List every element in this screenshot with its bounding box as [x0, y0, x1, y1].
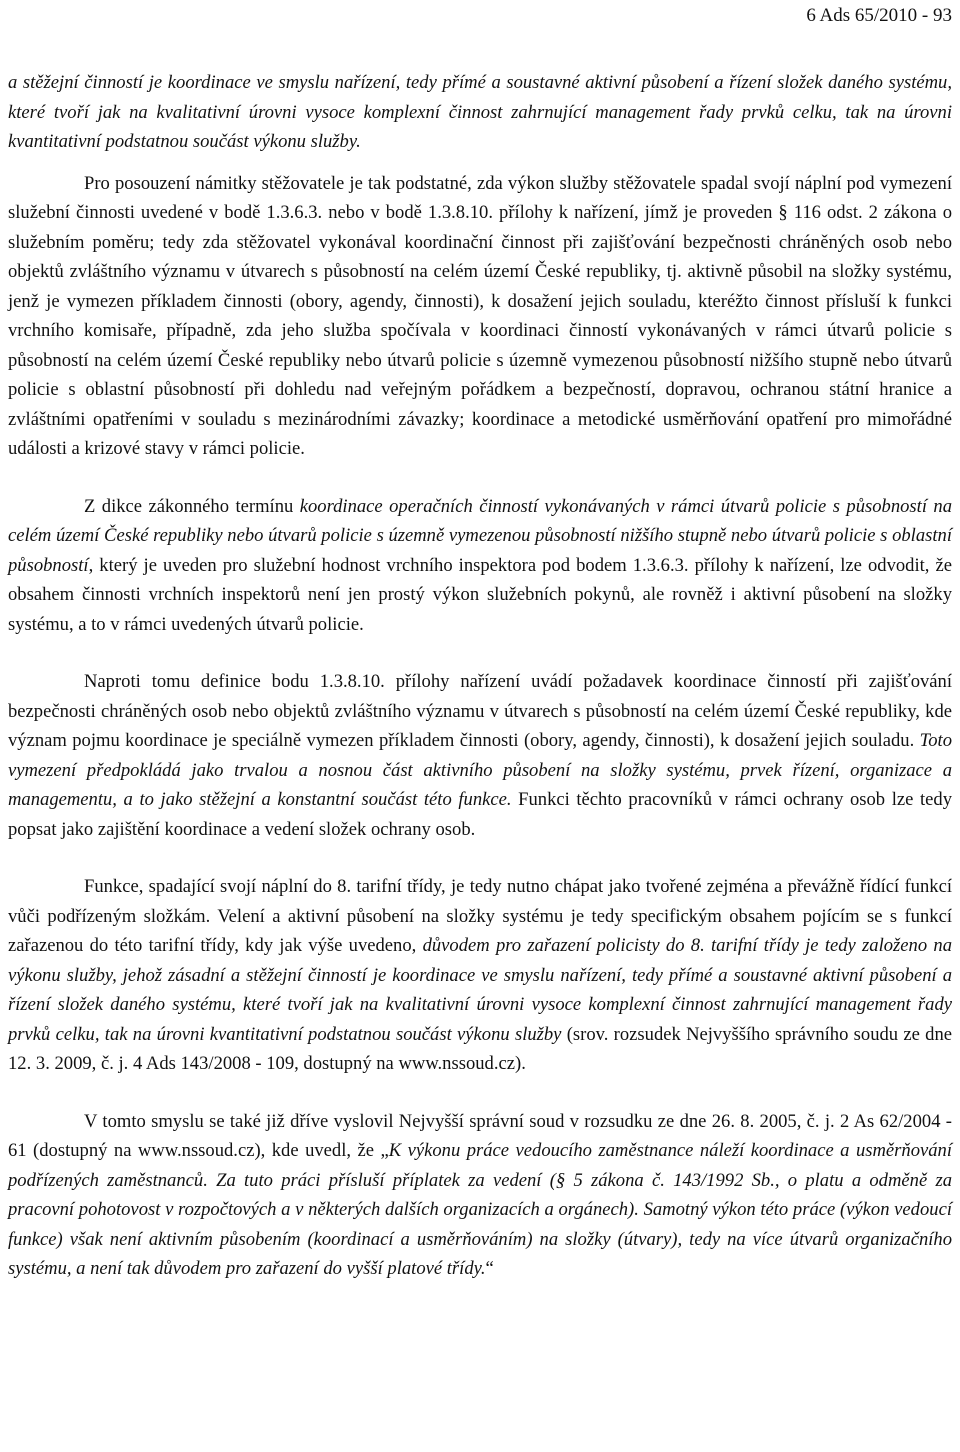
case-number-header: 6 Ads 65/2010 - 93: [806, 5, 952, 26]
italic-text-run: K výkonu práce vedoucího zaměstnance náleží koordinace a usměrňování podřízených zaměstnanců. Za tuto práci přísluší příplatek za vedení (§ 5 zákona č. 143/1992 Sb., o platu a odměně za pracovní pohotovost v rozpočtových a v některých dalších organizacích a orgánech). Samotný výkon této práce (výkon vedoucí funkce) však není aktivním působením (koordinací a usměrňováním) na složky (útvary), tedy na více útvarů organizačního systému, a není tak důvodem pro zařazení do vyšší platové třídy.: [8, 1140, 952, 1279]
paragraph: [8, 872, 952, 1079]
paragraph: [8, 667, 952, 844]
paragraph: [8, 169, 952, 464]
paragraph: [8, 492, 952, 640]
text-run: Pro posouzení námitky stěžovatele je tak podstatné, zda výkon služby stěžovatele spadal svojí náplní pod vymezení služební činnosti uvedené v bodě 1.3.6.3. nebo v bodě 1.3.8.10. přílohy k nařízení, jímž je proveden § 116 odst. 2 zákona o služebním poměru; tedy zda stěžovatel vykonával koordinační činnost při zajišťování bezpečnosti chráněných osob nebo objektů zvláštního významu v útvarech s působností na celém území České republiky, tj. aktivně působil na složky systému, jenž je vymezen příkladem činnosti (obory, agendy, činnosti), k dosažení jejich souladu, kteréžto činnost přísluší k funkci vrchního komisaře, případně, zda jeho služba spočívala v koordinaci činností vykonávaných v rámci útvarů policie s působností na celém území České republiky nebo útvarů policie s územně vymezenou působností nižšího stupně nebo útvarů policie s oblastní působností při dohledu nad veřejným pořádkem a bezpečností, dopravou, ochranou státní hranice a zvláštními opatřeními v souladu s mezinárodními závazky; koordinace a metodické usměrňování opatření pro mimořádné události a krizové stavy v rámci policie.: [8, 172, 952, 459]
italic-text-run: koordinace operačních činností vykonávaných v rámci útvarů policie s působností na celém území České republiky nebo útvarů policie s územně vymezenou působností nižšího stupně nebo útvarů policie s oblastní působností: [8, 495, 953, 576]
text-run: Z dikce zákonného termínu: [84, 495, 300, 517]
text-run: Funkce, spadající svojí náplní do 8. tarifní třídy, je tedy nutno chápat jako tvořené zejména a převážně řídící funkcí vůči podřízeným složkám. Velení a aktivní působení na složky systému je tedy specifickým obsahem pojícím se s funkcí zařazenou do této tarifní třídy, kdy jak výše uvedeno,: [8, 876, 952, 956]
italic-text-run: a stěžejní činností je koordinace ve smyslu nařízení, tedy přímé a soustavné aktivní působení a řízení složek daného systému, které tvoří jak na kvalitativní úrovni vysoce komplexní činnost zahrnující management řady prvků celku, tak na úrovni kvantitativní podstatnou součást výkonu služby.: [8, 72, 952, 152]
text-run: (srov. rozsudek Nejvyššího správního soudu ze dne 12. 3. 2009, č. j. 4 Ads 143/2008 - 109, dostupný na www.nssoud.cz).: [8, 1023, 953, 1074]
text-run: Funkci těchto pracovníků v rámci ochrany osob lze tedy popsat jako zajištění koordinace a vedení složek ochrany osob.: [8, 789, 952, 840]
text-run: Naproti tomu definice bodu 1.3.8.10. přílohy nařízení uvádí požadavek koordinace činností při zajišťování bezpečnosti chráněných osob nebo objektů zvláštního významu v útvarech s působností na celém území České republiky, kde význam pojmu koordinace je speciálně vymezen příkladem činnosti (obory, agendy, činnosti), k dosažení jejich souladu.: [8, 671, 952, 751]
italic-text-run: důvodem pro zařazení policisty do 8. tarifní třídy je tedy založeno na výkonu služby, jehož zásadní a stěžejní činností je koordinace ve smyslu nařízení, tedy přímé a soustavné aktivní působení a řízení složek daného systému, které tvoří jak na kvalitativní úrovni vysoce komplexní činnost zahrnující management řady prvků celku, tak na úrovni kvantitativní podstatnou součást výkonu služby: [8, 935, 952, 1045]
text-run: “: [485, 1258, 494, 1279]
paragraph: [8, 68, 952, 157]
italic-text-run: Toto vymezení předpokládá jako trvalou a nosnou část aktivního působení na složky systému, prvek řízení, organizace a managementu, a to jako stěžejní a konstantní součást této funkce.: [8, 730, 952, 810]
text-run: V tomto smyslu se také již dříve vyslovil Nejvyšší správní soud v rozsudku ze dne 26. 8. 2005, č. j. 2 As 62/2004 - 61 (dostupný na www.nssoud.cz), kde uvedl, že „: [8, 1110, 952, 1161]
paragraph: [8, 1107, 952, 1284]
text-run: , který je uveden pro služební hodnost vrchního inspektora pod bodem 1.3.6.3. přílohy k nařízení, lze odvodit, že obsahem činnosti vrchních inspektorů není jen prostý výkon služebních pokynů, ale rovněž i aktivní působení na složky systému, a to v rámci uvedených útvarů policie.: [8, 554, 952, 635]
document-page: [8, 0, 952, 1284]
